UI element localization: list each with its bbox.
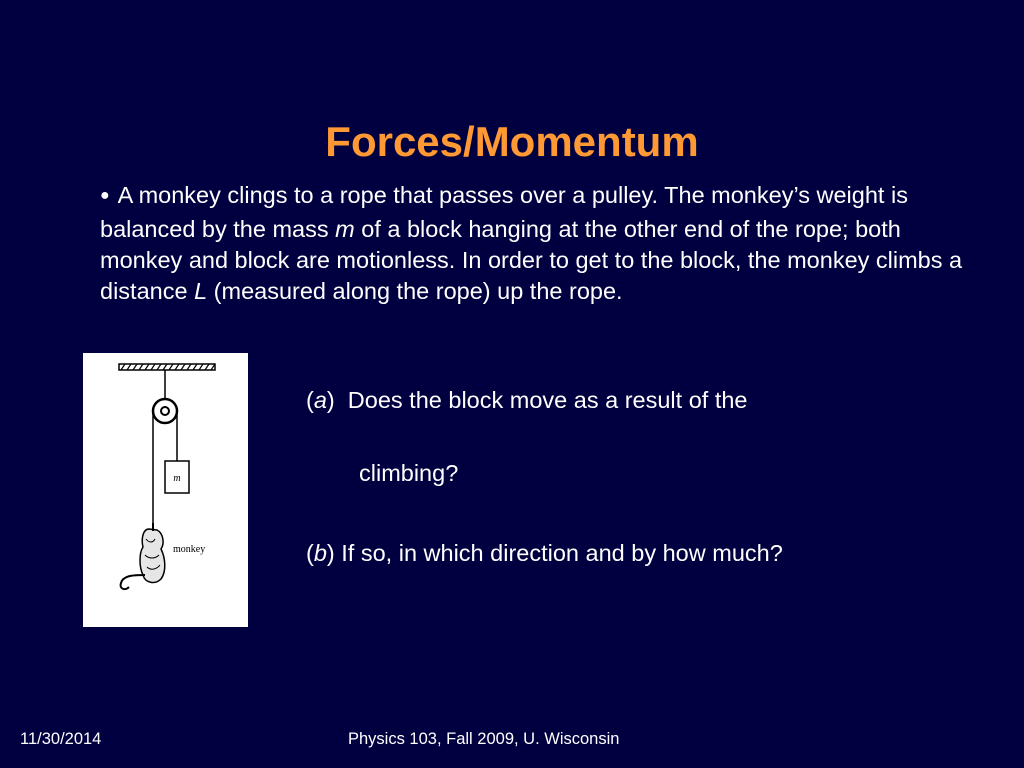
question-a-letter: a — [313, 387, 327, 413]
footer-course: Physics 103, Fall 2009, U. Wisconsin — [348, 730, 620, 748]
question-b — [306, 538, 783, 568]
question-a — [306, 385, 748, 415]
bullet-icon: ● — [100, 187, 110, 204]
question-b-close-paren: ) — [326, 540, 335, 566]
monkey-label: monkey — [173, 544, 206, 555]
question-a-close-paren: ) — [326, 387, 335, 413]
problem-text-part2: of a block hanging at the other end of the rope; both monkey and block are motionless. In order to get to the block, the monkey climbs a distance — [100, 216, 963, 304]
problem-statement — [100, 180, 970, 307]
question-b-letter: b — [313, 540, 327, 566]
pulley-axle — [161, 407, 169, 415]
question-a-line1: Does the block move as a result of the — [334, 387, 748, 413]
problem-text-part1: A monkey clings to a rope that passes over a pulley. The monkey’s weight is balanced by the mass — [100, 182, 908, 242]
monkey-figure — [121, 523, 165, 589]
question-a-open-paren: ( — [306, 387, 314, 413]
pulley-diagram-svg — [83, 353, 248, 627]
question-b-open-paren: ( — [306, 540, 314, 566]
pulley-diagram — [83, 353, 248, 627]
footer-date: 11/30/2014 — [20, 730, 102, 748]
block-label: m — [173, 473, 181, 484]
question-b-text: If so, in which direction and by how much? — [334, 540, 783, 566]
slide-title: Forces/Momentum — [325, 118, 699, 165]
problem-text-part3: (measured along the rope) up the rope. — [207, 278, 623, 304]
variable-m: m — [335, 216, 355, 242]
question-a-continued: climbing? — [359, 460, 459, 486]
variable-l: L — [194, 278, 208, 304]
